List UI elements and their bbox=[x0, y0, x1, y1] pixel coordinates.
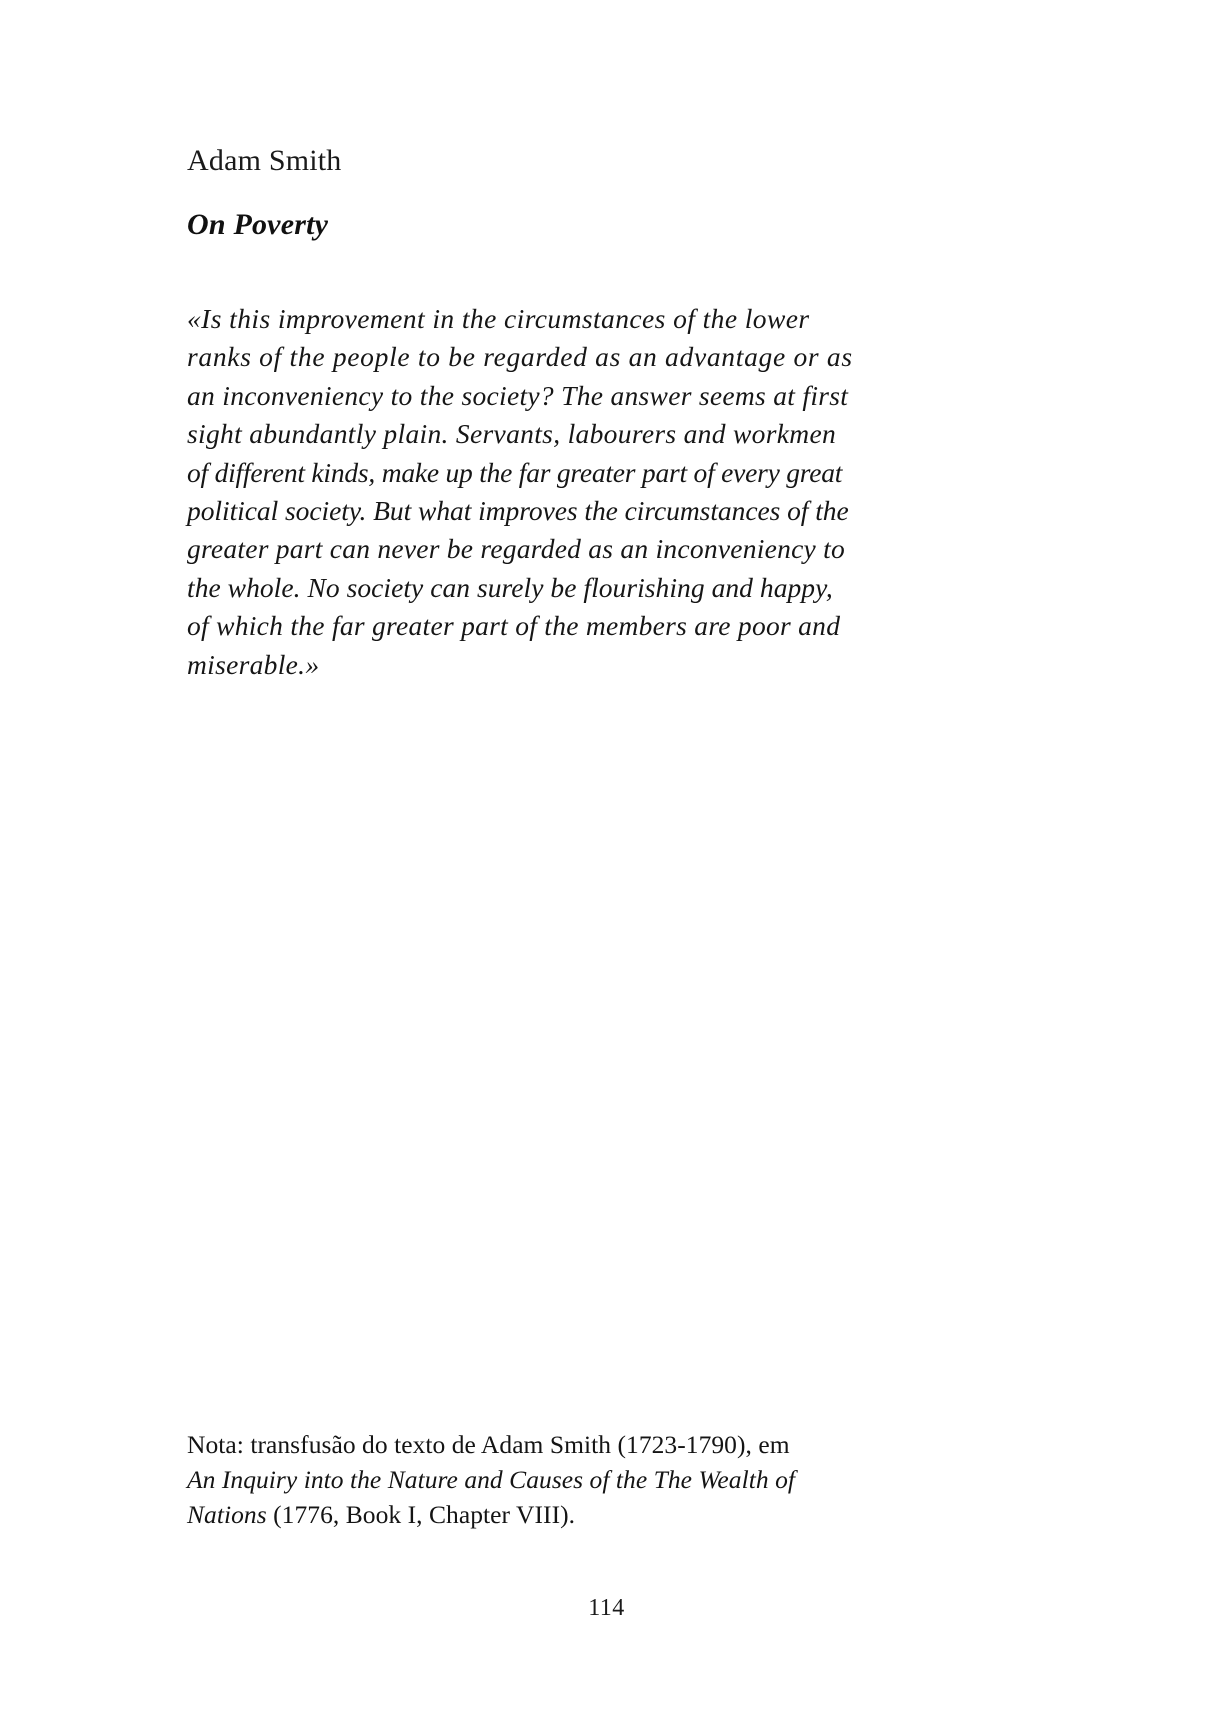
quote-line: greater part can never be regarded as an inconveniency to bbox=[187, 533, 846, 565]
quote-line: sight abundantly plain. Servants, labourers and workmen bbox=[187, 418, 837, 450]
page-title: On Poverty bbox=[187, 207, 329, 241]
work-citation-detail: (1776, Book I, Chapter VIII). bbox=[266, 1500, 576, 1529]
quote-line: ranks of the people to be regarded as an advantage or as bbox=[187, 341, 853, 373]
header-block bbox=[187, 142, 887, 243]
author-name: Adam Smith bbox=[187, 144, 342, 177]
quote-line: an inconveniency to the society? The answer seems at first bbox=[187, 379, 849, 411]
quote-line: of different kinds, make up the far greater part of every great bbox=[187, 456, 843, 488]
quote-line: «Is this improvement in the circumstances of the lower bbox=[187, 303, 810, 334]
quote-line: of which the far greater part of the members are poor and bbox=[187, 610, 841, 642]
quote-line: the whole. No society can surely be flourishing and happy, bbox=[187, 571, 833, 603]
work-title-italic: An Inquiry into the Nature and Causes of the The Wealth of bbox=[187, 1465, 796, 1494]
work-title-italic-continued: Nations bbox=[187, 1500, 267, 1529]
note-line-work-title-part2 bbox=[187, 1497, 887, 1532]
page-number: 114 bbox=[588, 1595, 625, 1621]
source-note bbox=[187, 1427, 887, 1532]
quote-block bbox=[187, 300, 887, 684]
note-line-attribution: Nota: transfusão do texto de Adam Smith (1723-1790), em bbox=[187, 1430, 790, 1459]
note-line-work-title-part1 bbox=[187, 1462, 887, 1497]
quote-line: political society. But what improves the circumstances of the bbox=[187, 495, 849, 527]
quote-line: miserable.» bbox=[187, 648, 320, 680]
